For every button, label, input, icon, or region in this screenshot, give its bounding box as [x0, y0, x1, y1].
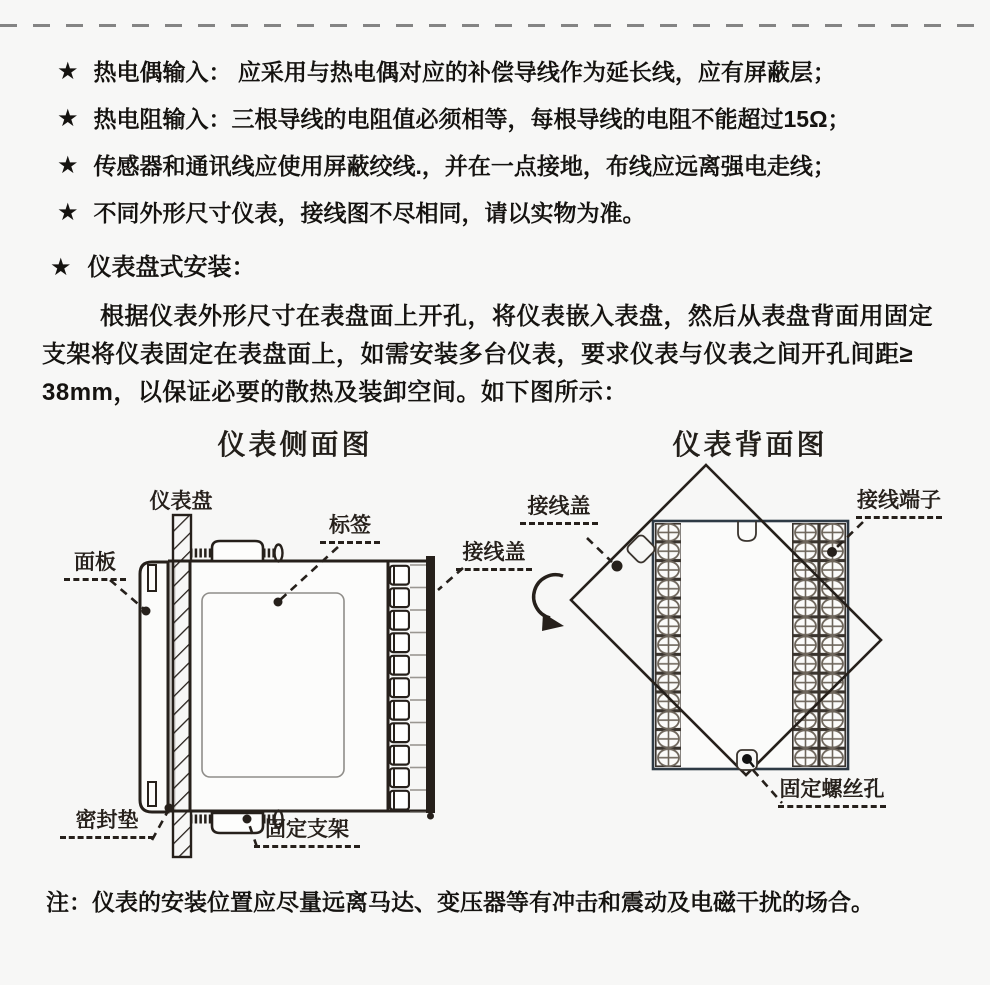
fixing-screw-hole	[737, 750, 757, 770]
instrument-body	[190, 561, 388, 811]
terminal-block	[389, 564, 410, 812]
fixing-bracket-top	[190, 541, 283, 562]
back-view-title: 仪表背面图	[672, 430, 828, 461]
bullet-text: 热电阻输入：三根导线的电阻值必须相等，每根导线的电阻不能超过15Ω；	[93, 106, 851, 132]
bullet-text: 热电偶输入： 应采用与热电偶对应的补偿导线作为延长线，应有屏蔽层；	[93, 59, 836, 85]
star-icon: ★	[57, 105, 79, 132]
bullet-rtd	[57, 104, 851, 134]
bullet-dimensions	[57, 198, 646, 228]
star-icon: ★	[57, 199, 79, 226]
star-icon: ★	[57, 58, 79, 85]
top-dashed-divider	[0, 24, 990, 27]
label-tag: 标签	[320, 513, 380, 544]
side-view-title: 仪表侧面图	[217, 430, 373, 461]
bullet-text: 不同外形尺寸仪表，接线图不尽相同，请以实物为准。	[93, 200, 646, 226]
star-icon: ★	[50, 254, 72, 281]
paragraph-line: 根据仪表外形尺寸在表盘面上开孔，将仪表嵌入表盘，然后从表盘背面用固定	[100, 303, 933, 330]
bullet-text: 传感器和通讯线应使用屏蔽绞线.，并在一点接地，布线应远离强电走线；	[93, 153, 836, 179]
paragraph-line: 38mm，以保证必要的散热及装卸空间。如下图所示：	[42, 379, 628, 406]
label-gasket: 密封垫	[60, 808, 154, 839]
bottom-note: 注：仪表的安装位置应尽量远离马达、变压器等有冲击和震动及电磁干扰的场合。	[46, 889, 874, 915]
paragraph-line: 支架将仪表固定在表盘面上，如需安装多台仪表，要求仪表与仪表之间开孔间距≥	[42, 341, 914, 368]
terminal-cover-bar	[426, 556, 435, 820]
terminal-wires	[410, 564, 426, 812]
star-icon: ★	[57, 152, 79, 179]
bullet-shielded-wire	[57, 151, 836, 181]
label-faceplate: 面板	[64, 550, 126, 581]
label-terminal-cover-back: 接线盖	[520, 494, 598, 525]
section-heading-panel-mount	[50, 252, 256, 284]
panel-wall	[173, 515, 191, 857]
label-screw-hole: 固定螺丝孔	[778, 777, 886, 808]
rotation-arrow-icon	[534, 575, 564, 631]
label-terminals: 接线端子	[856, 488, 942, 519]
section-heading-text: 仪表盘式安装：	[87, 254, 256, 281]
faceplate-shape	[140, 562, 168, 812]
terminal-column-left	[655, 523, 681, 767]
label-panel: 仪表盘	[149, 490, 213, 513]
bullet-thermocouple	[57, 57, 836, 87]
label-bracket: 固定支架	[254, 817, 360, 848]
label-terminal-cover-side: 接线盖	[456, 540, 532, 571]
